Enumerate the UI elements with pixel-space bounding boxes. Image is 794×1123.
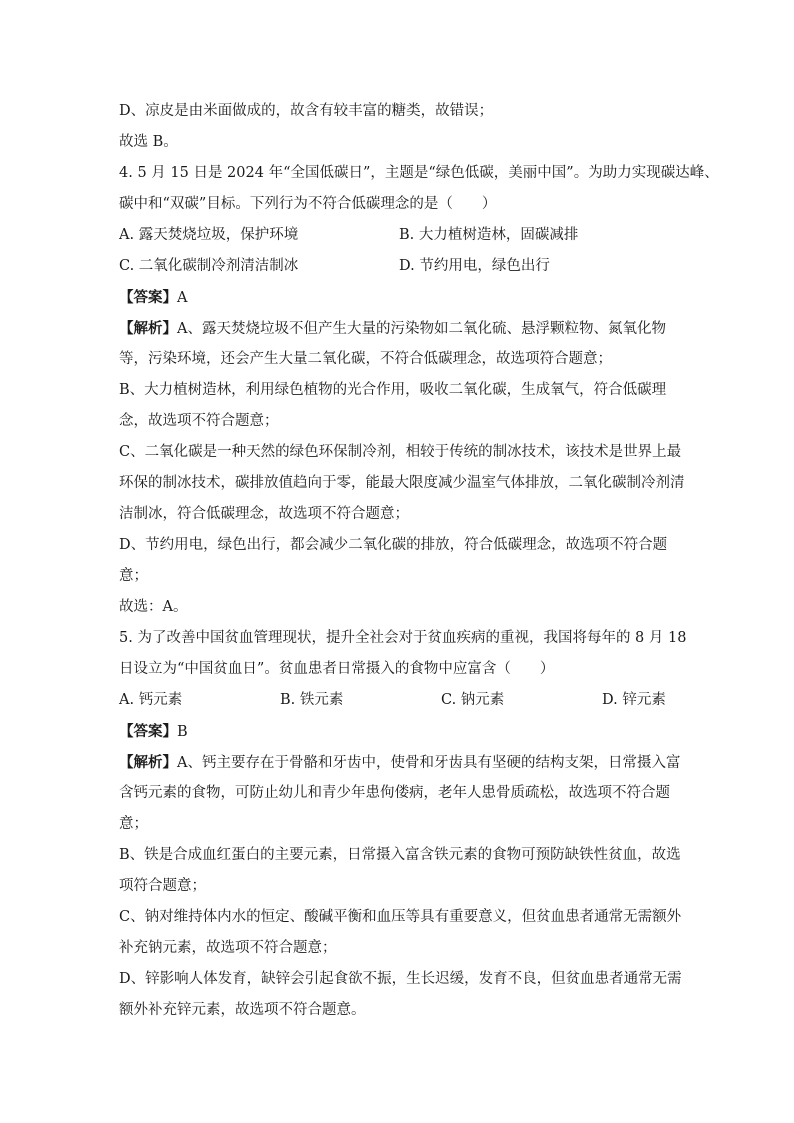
q5-analysis-line-1: [119, 747, 679, 778]
q5-analysis-tag: 【解析】: [119, 754, 177, 771]
q5-option-b: B. 铁元素: [280, 692, 344, 708]
q5-answer-tag: 【答案】: [119, 723, 177, 740]
q4-analysis-line-9: 意；: [119, 568, 148, 584]
q4-analysis-line-5: C、二氧化碳是一种天然的绿色环保制冷剂，相较于传统的制冰技术，该技术是世界上最: [119, 444, 682, 460]
q4-analysis-tag: 【解析】: [119, 320, 177, 337]
page-content: [119, 96, 719, 1026]
q5-analysis-line-5: 项符合题意；: [119, 878, 206, 894]
q4-analysis-line-1: [119, 313, 679, 344]
q4-stem-line-2: 碳中和“双碳”目标。下列行为不符合低碳理念的是（ ）: [119, 196, 497, 212]
q4-option-c: C. 二氧化碳制冷剂清洁制冰: [119, 258, 299, 274]
q5-analysis-line-9: 额外补充锌元素，故选项不符合题意。: [119, 1002, 366, 1018]
q4-analysis-line-3: B、大力植树造林，利用绿色植物的光合作用，吸收二氧化碳，生成氧气，符合低碳理: [119, 382, 667, 398]
q4-option-a: A. 露天焚烧垃圾，保护环境: [119, 227, 299, 243]
q5-analysis-line-8: D、锌影响人体发育，缺锌会引起食欲不振，生长迟缓，发育不良，但贫血患者通常无需: [119, 971, 682, 987]
q4-option-d: D. 节约用电，绿色出行: [399, 258, 550, 274]
q4-answer: [119, 282, 679, 313]
prev-analysis-line-d: D、凉皮是由米面做成的，故含有较丰富的糖类，故错误；: [119, 103, 494, 119]
prev-select-line: 故选 B。: [119, 134, 178, 150]
q4-analysis-line-2: 等，污染环境，还会产生大量二氧化碳，不符合低碳理念，故选项符合题意；: [119, 351, 612, 367]
q4-answer-value: A: [177, 290, 188, 306]
q4-answer-tag: 【答案】: [119, 289, 177, 306]
q4-option-b: B. 大力植树造林，固碳减排: [399, 227, 579, 243]
q5-answer-value: B: [177, 724, 188, 740]
q5-option-d: D. 锌元素: [602, 692, 666, 708]
q5-analysis-text-1: A、钙主要存在于骨骼和牙齿中，使骨和牙齿具有坚硬的结构支架，日常摄入富: [177, 755, 681, 771]
q4-options-row-1: [119, 220, 679, 251]
q4-select-line: 故选：A。: [119, 599, 188, 615]
q5-analysis-line-4: B、铁是合成血红蛋白的主要元素，日常摄入富含铁元素的食物可预防缺铁性贫血，故选: [119, 847, 681, 863]
q5-options-row: [119, 685, 679, 716]
q5-analysis-line-6: C、钠对维持体内水的恒定、酸碱平衡和血压等具有重要意义，但贫血患者通常无需额外: [119, 909, 682, 925]
q4-stem-line-1: 4. 5 月 15 日是 2024 年“全国低碳日”，主题是“绿色低碳，美丽中国”。为助力实现碳达峰、: [119, 165, 719, 181]
q4-analysis-text-1: A、露天焚烧垃圾不但产生大量的污染物如二氧化硫、悬浮颗粒物、氮氧化物: [177, 321, 666, 337]
q4-analysis-line-7: 洁制冰，符合低碳理念，故选项不符合题意；: [119, 506, 409, 522]
q5-analysis-line-3: 意；: [119, 816, 148, 832]
q4-analysis-line-6: 环保的制冰技术，碳排放值趋向于零，能最大限度减少温室气体排放，二氧化碳制冷剂清: [119, 475, 685, 491]
q5-option-c: C. 钠元素: [441, 692, 505, 708]
q5-analysis-line-2: 含钙元素的食物，可防止幼儿和青少年患佝偻病，老年人患骨质疏松，故选项不符合题: [119, 785, 670, 801]
q5-analysis-line-7: 补充钠元素，故选项不符合题意；: [119, 940, 337, 956]
q5-answer: [119, 716, 679, 747]
q5-stem-line-1: 5. 为了改善中国贫血管理现状，提升全社会对于贫血疾病的重视，我国将每年的 8 月 18: [119, 630, 687, 646]
q4-options-row-2: [119, 251, 679, 282]
q4-analysis-line-4: 念，故选项不符合题意；: [119, 413, 279, 429]
q5-option-a: A. 钙元素: [119, 692, 183, 708]
q4-analysis-line-8: D、节约用电，绿色出行，都会减少二氧化碳的排放，符合低碳理念，故选项不符合题: [119, 537, 668, 553]
q5-stem-line-2: 日设立为“中国贫血日”。贫血患者日常摄入的食物中应富含（ ）: [119, 661, 555, 677]
